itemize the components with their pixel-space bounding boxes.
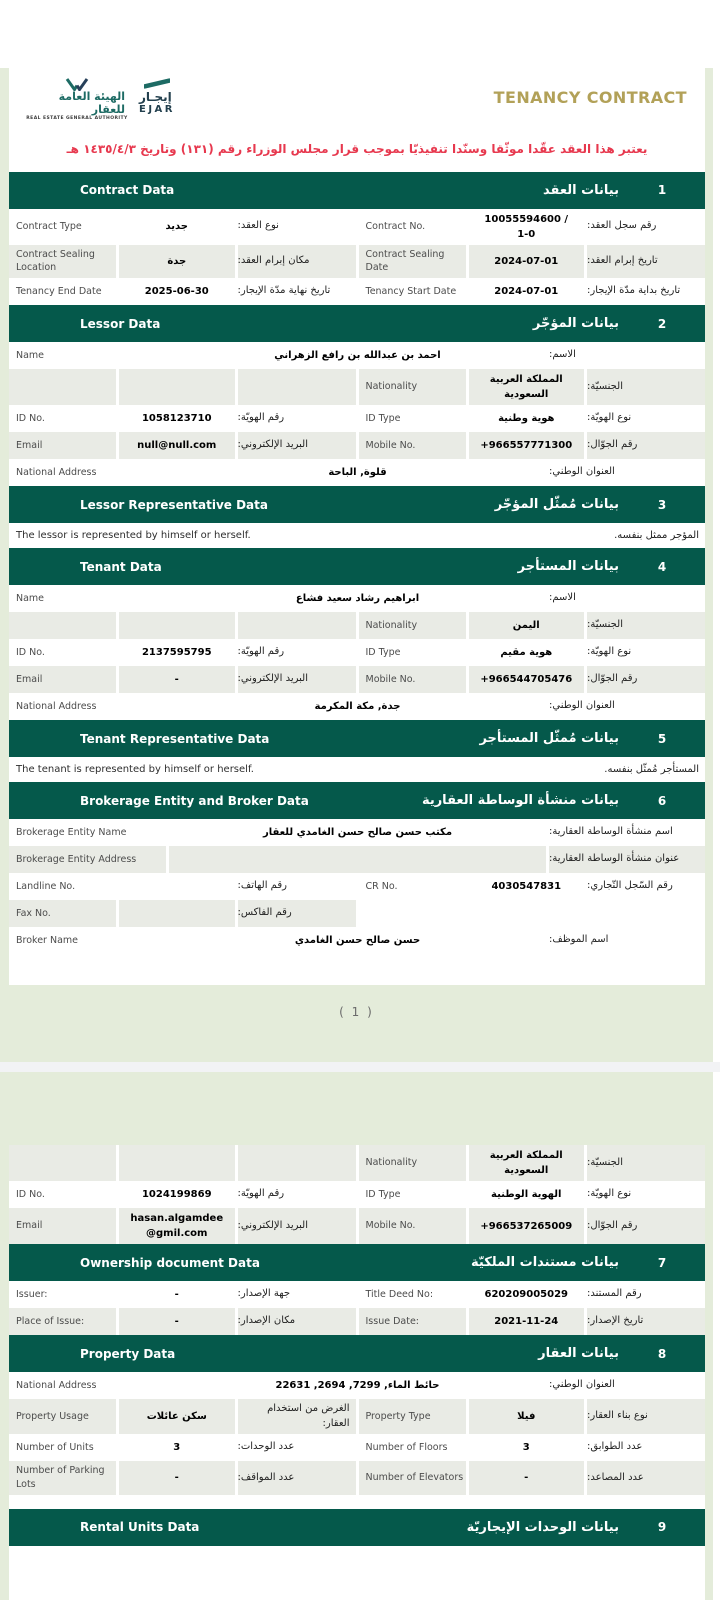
field-value: +966544705476 [469,666,585,693]
field-row [9,1308,705,1335]
field-label-ar: جهة الإصدار: [237,1288,291,1300]
field-value: فيلا [469,1399,585,1434]
field-half [9,900,356,927]
field-row [9,1145,705,1181]
field-label-ar: الجنسيّة: [587,612,705,639]
field-value: حسن صالح حسن الغامدي [294,935,421,947]
field-half [359,209,706,245]
field-label-ar: عنوان منشأة الوساطة العقارية: [549,846,705,873]
field-half [9,639,356,666]
field-row [9,1281,705,1308]
ejar-flag-icon [144,78,170,89]
field-half [359,405,706,432]
field-value: 3 [522,1442,530,1453]
field-label-en: Email [9,432,116,459]
field-row [9,1461,705,1495]
field-label-en: Title Deed No: [365,1288,434,1300]
field-label-en [9,369,116,405]
field-row [9,1434,705,1461]
field-half [9,1399,356,1434]
field-row [9,209,705,245]
field-label-en: Issue Date: [359,1308,466,1335]
field-row [9,1399,705,1434]
field-label-ar: الاسم: [549,592,576,604]
legal-note: يعتبر هذا العقد عقّدا موثّقا وسنّدا تنفيذيّا بموجب قرار مجلس الوزراء رقم (١٣١) وتاريخ ١٤٣٥/٤/٣ هـ [66,142,648,156]
contract-page-1 [0,68,713,1062]
field-label-en: Property Usage [9,1399,116,1434]
ejar-name-english: EJAR [139,104,175,115]
field-label-en: Number of Parking Lots [9,1461,116,1495]
section-title-en: Lessor Data [80,316,161,331]
field-label-ar: رقم الهويّة: [237,646,285,658]
field-label-en: Mobile No. [359,432,466,459]
field-value: 1024199869 [141,1189,212,1200]
field-half [9,1181,356,1208]
field-label-en: Broker Name [16,934,78,946]
section-title-ar: بيانات العقد [543,182,619,198]
field-half [9,873,356,900]
field-label-ar: الاسم: [549,349,576,361]
section-title-en: Brokerage Entity and Broker Data [80,793,309,808]
field-label-ar: عدد الوحدات: [237,1441,295,1453]
section-header-4 [9,548,705,585]
field-half [9,369,356,405]
field-value: جدة [119,245,235,279]
section-number: 7 [657,1255,667,1270]
field-label-ar: مكان إبرام العقد: [238,245,356,279]
field-label-ar: تاريخ إبرام العقد: [587,245,705,279]
section-number: 8 [657,1346,667,1361]
section-title-ar: بيانات مُمثّل المستأجر [479,731,619,747]
field-label-ar: العنوان الوطني: [549,1379,615,1391]
field-row [9,873,705,900]
field-half [9,245,356,279]
field-label-ar: العنوان الوطني: [549,466,615,478]
field-label-ar: نوع العقد: [237,220,279,232]
field-value: - [119,1308,235,1335]
field-label-ar: نوع الهويّة: [587,412,632,424]
field-value: +966537265009 [469,1208,585,1244]
field-half [359,1399,706,1434]
field-half [9,1434,356,1461]
field-label-ar: رقم الهويّة: [237,412,285,424]
field-half [359,873,706,900]
field-label-en: Contract Sealing Date [359,245,466,279]
field-value [119,900,235,927]
field-label-ar: الجنسيّة: [587,369,705,405]
field-row [9,342,705,369]
section-header-9 [9,1509,705,1546]
field-label-en: ID No. [16,646,45,658]
field-value: - [174,1289,179,1300]
field-row [9,639,705,666]
field-half [359,1145,706,1181]
field-label-en: Number of Units [16,1441,94,1453]
section-header-6 [9,782,705,819]
field-value: 2021-11-24 [469,1308,585,1335]
field-label-ar: رقم سجل العقد: [587,220,657,232]
field-row [9,1208,705,1244]
field-label-en: National Address [16,466,97,478]
field-label-en: Number of Floors [365,1441,448,1453]
field-label-ar: رقم الهاتف: [237,880,287,892]
field-half [359,369,706,405]
field-label-en: Mobile No. [359,1208,466,1244]
field-row [9,405,705,432]
section-number: 5 [657,731,667,746]
field-label-en: Nationality [359,369,466,405]
field-value: اليمن [469,612,585,639]
field-value [119,873,235,900]
field-label-en: ID No. [16,412,45,424]
field-label-ar: عدد الطوابق: [587,1441,643,1453]
field-value [119,612,235,639]
field-half [9,666,356,693]
field-value: 1058123710 [141,413,212,425]
field-half [9,1208,356,1244]
representation-text-ar: المؤجر ممثل بنفسه. [614,530,699,542]
field-value: ابراهيم رشاد سعيد فشاع [295,593,420,605]
field-label-en [9,1145,116,1181]
field-half [359,1434,706,1461]
field-label-en: ID Type [365,1188,401,1200]
section-title-ar: بيانات الوحدات الإيجاريّة [466,1519,619,1535]
field-half [9,209,356,245]
field-value: المملكة العربية السعودية [469,1145,585,1181]
field-label-ar: البريد الإلكتروني: [238,432,356,459]
section-title-en: Contract Data [80,183,175,198]
section-number: 9 [657,1520,667,1535]
field-half [9,1281,356,1308]
field-half [9,1461,356,1495]
field-label-ar: نوع الهويّة: [587,1188,632,1200]
field-label-ar [238,1145,356,1181]
section-title-ar: بيانات العقار [538,1346,619,1361]
field-half [359,639,706,666]
field-label-ar: الجنسيّة: [587,1145,705,1181]
field-label-en: ID Type [365,412,401,424]
field-label-ar: رقم السّجل التّجاري: [587,880,673,892]
field-label-en: Property Type [359,1399,466,1434]
field-half [359,612,706,639]
field-value: حائط الماء, 7299, 2694, 22631 [275,1380,440,1391]
field-label-ar: رقم الجوّال: [587,666,705,693]
field-label-ar [238,369,356,405]
section-title-en: Property Data [80,1346,176,1361]
field-half [359,245,706,279]
field-half [359,278,706,305]
page-1-sections [9,172,705,955]
field-value: احمد بن عبدالله بن رافع الزهراني [274,350,441,362]
page-number: ( 1 ) [339,1005,374,1019]
field-row [9,846,705,873]
field-value [169,846,546,873]
field-label-en: Tenancy Start Date [365,285,457,297]
field-half [9,405,356,432]
field-label-en: National Address [16,700,97,712]
document-header [9,68,705,130]
field-value: +966557771300 [469,432,585,459]
field-row [9,369,705,405]
page-1-content [9,68,705,985]
field-label-en: ID Type [365,646,401,658]
field-row [9,432,705,459]
field-half [9,1308,356,1335]
field-row [9,459,705,486]
field-value: المملكة العربية السعودية [469,369,585,405]
field-label-ar: مكان الإصدار: [238,1308,356,1335]
representation-text-ar: المستأجر مُمثّل بنفسه. [604,764,699,776]
field-label-en: Tenancy End Date [16,285,102,297]
field-label-ar: رقم الجوّال: [587,1208,705,1244]
field-row [9,1181,705,1208]
field-value: 2024-07-01 [469,245,585,279]
field-value: هوية مقيم [500,647,553,659]
section-header-3 [9,486,705,523]
contract-page-2 [0,1072,713,1600]
page-2-content [9,1145,705,1600]
field-half [359,432,706,459]
document-title: TENANCY CONTRACT [493,88,687,107]
field-label-ar: رقم الفاكس: [238,900,356,927]
field-half [9,1145,356,1181]
field-value: 2025-06-30 [144,286,209,298]
field-value: 2137595795 [141,647,212,659]
field-half [359,1308,706,1335]
field-half [359,1208,706,1244]
field-label-ar: رقم المستند: [587,1288,642,1300]
field-label-ar: عدد المصاعد: [587,1461,705,1495]
field-label-ar: العنوان الوطني: [549,700,615,712]
field-value [119,369,235,405]
field-value: 3 [173,1442,181,1453]
field-half [9,612,356,639]
field-label-en: Email [9,666,116,693]
field-label-ar [238,612,356,639]
field-value [119,1145,235,1181]
field-value: مكتب حسن صالح حسن الغامدي للعقار [262,827,453,839]
field-value: 620209005029 [484,1289,568,1300]
field-half [359,1181,706,1208]
field-half-empty [359,900,706,927]
field-label-en: Contract Sealing Location [9,245,116,279]
section-header-8 [9,1335,705,1372]
field-label-en: Mobile No. [359,666,466,693]
section-title-en: Lessor Representative Data [80,497,268,512]
field-value: 10055594600 / 1-0 [484,213,569,240]
field-label-ar: اسم الموظف: [549,934,609,946]
field-value: hasan.algamdee@gmil.com [119,1208,235,1244]
section-header-2 [9,305,705,342]
section-title-ar: بيانات المؤجّر [532,316,619,332]
section-title-en: Tenant Representative Data [80,731,270,746]
section-header-1 [9,172,705,209]
field-row [9,693,705,720]
field-label-en: Brokerage Entity Name [16,826,127,838]
section-number: 1 [657,183,667,198]
field-label-ar: رقم الهويّة: [237,1188,285,1200]
field-label-en: Number of Elevators [359,1461,466,1495]
page-2-sections [9,1145,705,1546]
field-row [9,927,705,954]
field-label-ar: تاريخ الإصدار: [587,1308,705,1335]
field-label-ar: رقم الجوّال: [587,432,705,459]
representation-row [9,523,705,548]
field-label-en: Place of Issue: [9,1308,116,1335]
field-value: قلوة, الباحة [328,467,387,479]
field-label-en: Name [16,592,45,604]
section-title-ar: بيانات منشأة الوساطة العقارية [421,793,619,809]
field-row [9,819,705,846]
field-label-en: National Address [16,1379,97,1391]
rega-logo [26,78,128,122]
field-half [9,432,356,459]
field-value: - [119,1461,235,1495]
rega-name-english: REAL ESTATE GENERAL AUTHORITY [26,116,128,122]
row-spacer [9,1495,705,1509]
field-label-ar: نوع الهويّة: [587,646,632,658]
representation-text-en: The lessor is represented by himself or herself. [16,530,251,542]
field-label-ar: تاريخ بداية مدّة الإيجار: [587,285,681,297]
field-label-en: ID No. [16,1188,45,1200]
section-title-ar: بيانات مستندات الملكيّة [471,1255,619,1270]
field-half [9,278,356,305]
field-label-en: Issuer: [16,1288,48,1300]
field-half [359,1461,706,1495]
representation-row [9,757,705,782]
field-label-ar: اسم منشأة الوساطة العقارية: [549,826,673,838]
field-label-ar: الغرض من استخدام العقار: [238,1399,356,1434]
field-value: جدة, مكة المكرمة [314,701,401,713]
field-label-en: CR No. [365,880,398,892]
section-header-5 [9,720,705,757]
ejar-logo [139,80,175,116]
field-label-en: Contract Type [16,220,82,232]
field-label-en: Name [16,349,45,361]
representation-text-en: The tenant is represented by himself or herself. [16,764,254,776]
field-row [9,245,705,279]
field-value: null@null.com [119,432,235,459]
field-value: 2024-07-01 [494,286,559,298]
section-title-en: Ownership document Data [80,1255,260,1270]
field-label-en: Email [9,1208,116,1244]
field-row [9,612,705,639]
ejar-name-arabic: إيجـار [139,90,172,104]
logo-group [26,78,175,122]
field-label-en: Contract No. [365,220,426,232]
rega-name-arabic: الهيئة العامة للعقار [58,90,125,116]
section-number: 2 [657,316,667,331]
page-separator [0,1062,720,1072]
field-label-en: Brokerage Entity Address [9,846,166,873]
field-row [9,278,705,305]
field-value: - [119,666,235,693]
field-label-ar: عدد المواقف: [238,1461,356,1495]
field-label-en: Landline No. [16,880,76,892]
field-value: جديد [165,221,189,233]
section-title-ar: بيانات المستأجر [517,559,619,575]
field-label-en: Fax No. [9,900,116,927]
field-half [359,1281,706,1308]
field-value: 4030547831 [491,881,562,893]
field-label-ar: البريد الإلكتروني: [238,666,356,693]
section-header-7 [9,1244,705,1281]
section-number: 3 [657,497,667,512]
field-row [9,666,705,693]
field-value: - [469,1461,585,1495]
field-label-ar: تاريخ نهاية مدّة الإيجار: [237,285,331,297]
field-row [9,585,705,612]
field-half [359,666,706,693]
field-label-ar: البريد الإلكتروني: [238,1208,356,1244]
field-label-en: Nationality [359,1145,466,1181]
section-number: 6 [657,793,667,808]
field-value: سكن عائلات [119,1399,235,1434]
field-value: هوية وطنية [498,413,555,425]
field-row [9,1372,705,1399]
field-label-en [9,612,116,639]
field-label-en: Nationality [359,612,466,639]
section-title-ar: بيانات مُمثّل المؤجّر [494,497,619,513]
field-row [9,900,705,927]
field-label-ar: نوع بناء العقار: [587,1399,705,1434]
section-number: 4 [657,559,667,574]
section-title-en: Tenant Data [80,559,162,574]
section-title-en: Rental Units Data [80,1520,200,1535]
field-value: الهوية الوطنية [491,1189,562,1200]
